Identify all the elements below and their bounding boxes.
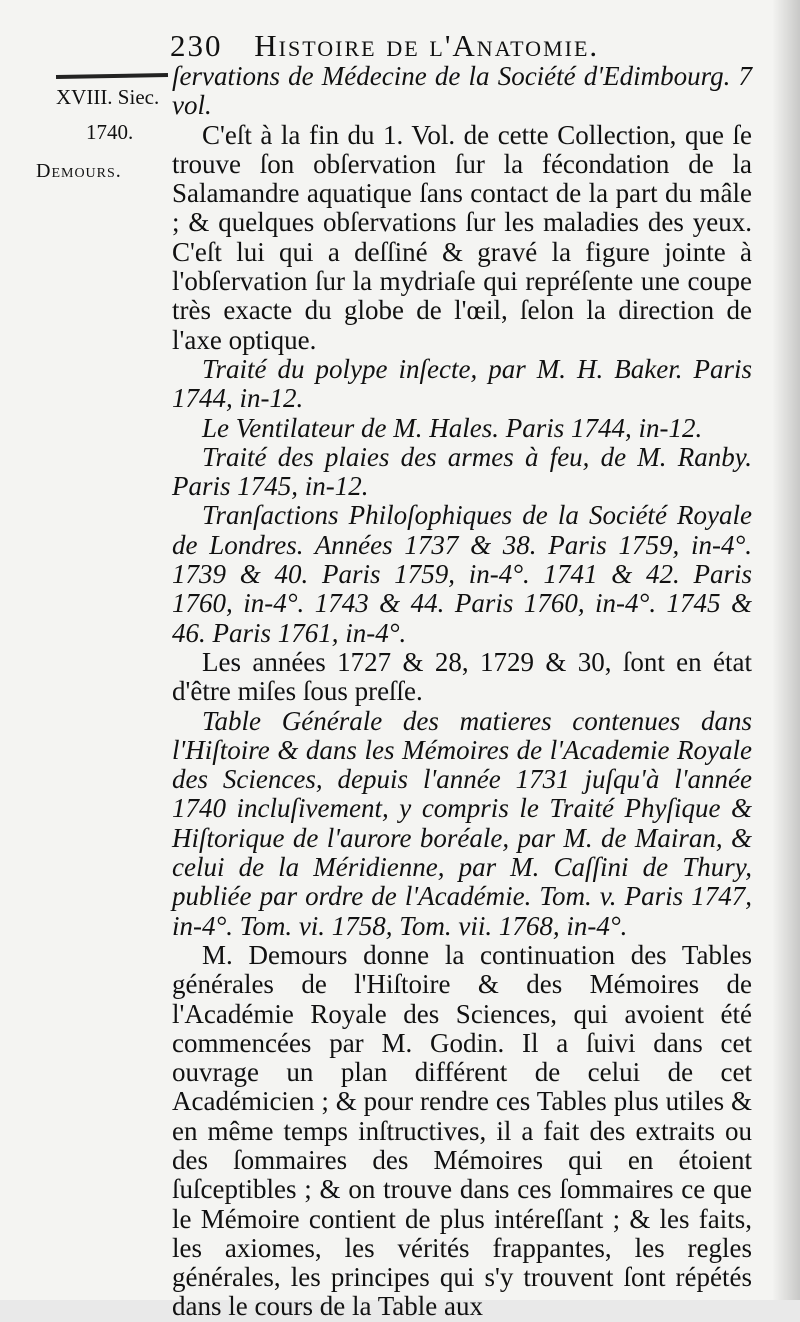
paragraph: Traité des plaies des armes à feu, de M. Ranby. Paris 1745, in-12. (172, 441, 752, 502)
paragraph: C'eſt à la fin du 1. Vol. de cette Collection, que ſe trouve ſon obſervation ſur la fécondation de la Salamandre aquatique ſans contact de la part du mâle ; & quelques obſervations ſur les maladies des yeux. C'eſt lui qui a deſſiné & gravé la figure jointe à l'obſervation ſur la mydriaſe qui repréſente une coupe très exacte du globe de l'œil, ſelon la direction de l'axe optique. (172, 119, 752, 355)
margin-century: XVIII. Siec. (56, 85, 160, 109)
margin-year: 1740. (86, 120, 134, 144)
margin-author: Demours. (36, 160, 122, 182)
page-body (172, 62, 752, 1322)
page-number: 230 (170, 28, 223, 63)
paragraph: Traité du polype inſecte, par M. H. Baker. Paris 1744, in-12. (172, 353, 752, 414)
paragraph: M. Demours donne la continuation des Tables générales de l'Hiſtoire & des Mémoires de l'Académie Royale des Sciences, qui avoient été commencées par M. Godin. Il a ſuivi dans cet ouvrage un plan différent de celui de cet Académicien ; & pour rendre ces Tables plus utiles & en même temps inſtructives, il a fait des extraits ou des ſommaires des Mémoires qui en étoient ſuſceptibles ; & on trouve dans ces ſommaires ce que le Mémoire contient de plus intéreſſant ; & les faits, les axiomes, les vérités frappantes, les regles générales, les principes qui s'y trouvent ſont répétés dans le cours de la Table aux (172, 939, 752, 1322)
paragraph: ſervations de Médecine de la Société d'Edimbourg. 7 vol. (172, 61, 752, 121)
page-title: Histoire de l'Anatomie. (254, 28, 600, 63)
paragraph: Le Ventilateur de M. Hales. Paris 1744, in-12. (202, 412, 703, 443)
paragraph: Tranſactions Philoſophiques de la Société Royale de Londres. Années 1737 & 38. Paris 1759, in-4°. 1739 & 40. Paris 1759, in-4°. 1741 & 42. Paris 1760, in-4°. 1743 & 44. Paris 1760, in-4°. 1745 & 46. Paris 1761, in-4°. (172, 500, 752, 648)
running-head (170, 28, 670, 64)
paragraph: Les années 1727 & 28, 1729 & 30, ſont en état d'être miſes ſous preſſe. (172, 646, 752, 707)
margin-rule (56, 73, 168, 79)
paragraph: Table Générale des matieres contenues dans l'Hiſtoire & dans les Mémoires de l'Academie Royale des Sciences, depuis l'année 1731 juſqu'à l'année 1740 incluſivement, y compris le Traité Phyſique & Hiſtorique de l'aurore boréale, par M. de Mairan, & celui de la Méridienne, par M. Caſſini de Thury, publiée par ordre de l'Académie. Tom. v. Paris 1747, in-4°. Tom. vi. 1758, Tom. vii. 1768, in-4°. (172, 705, 752, 941)
